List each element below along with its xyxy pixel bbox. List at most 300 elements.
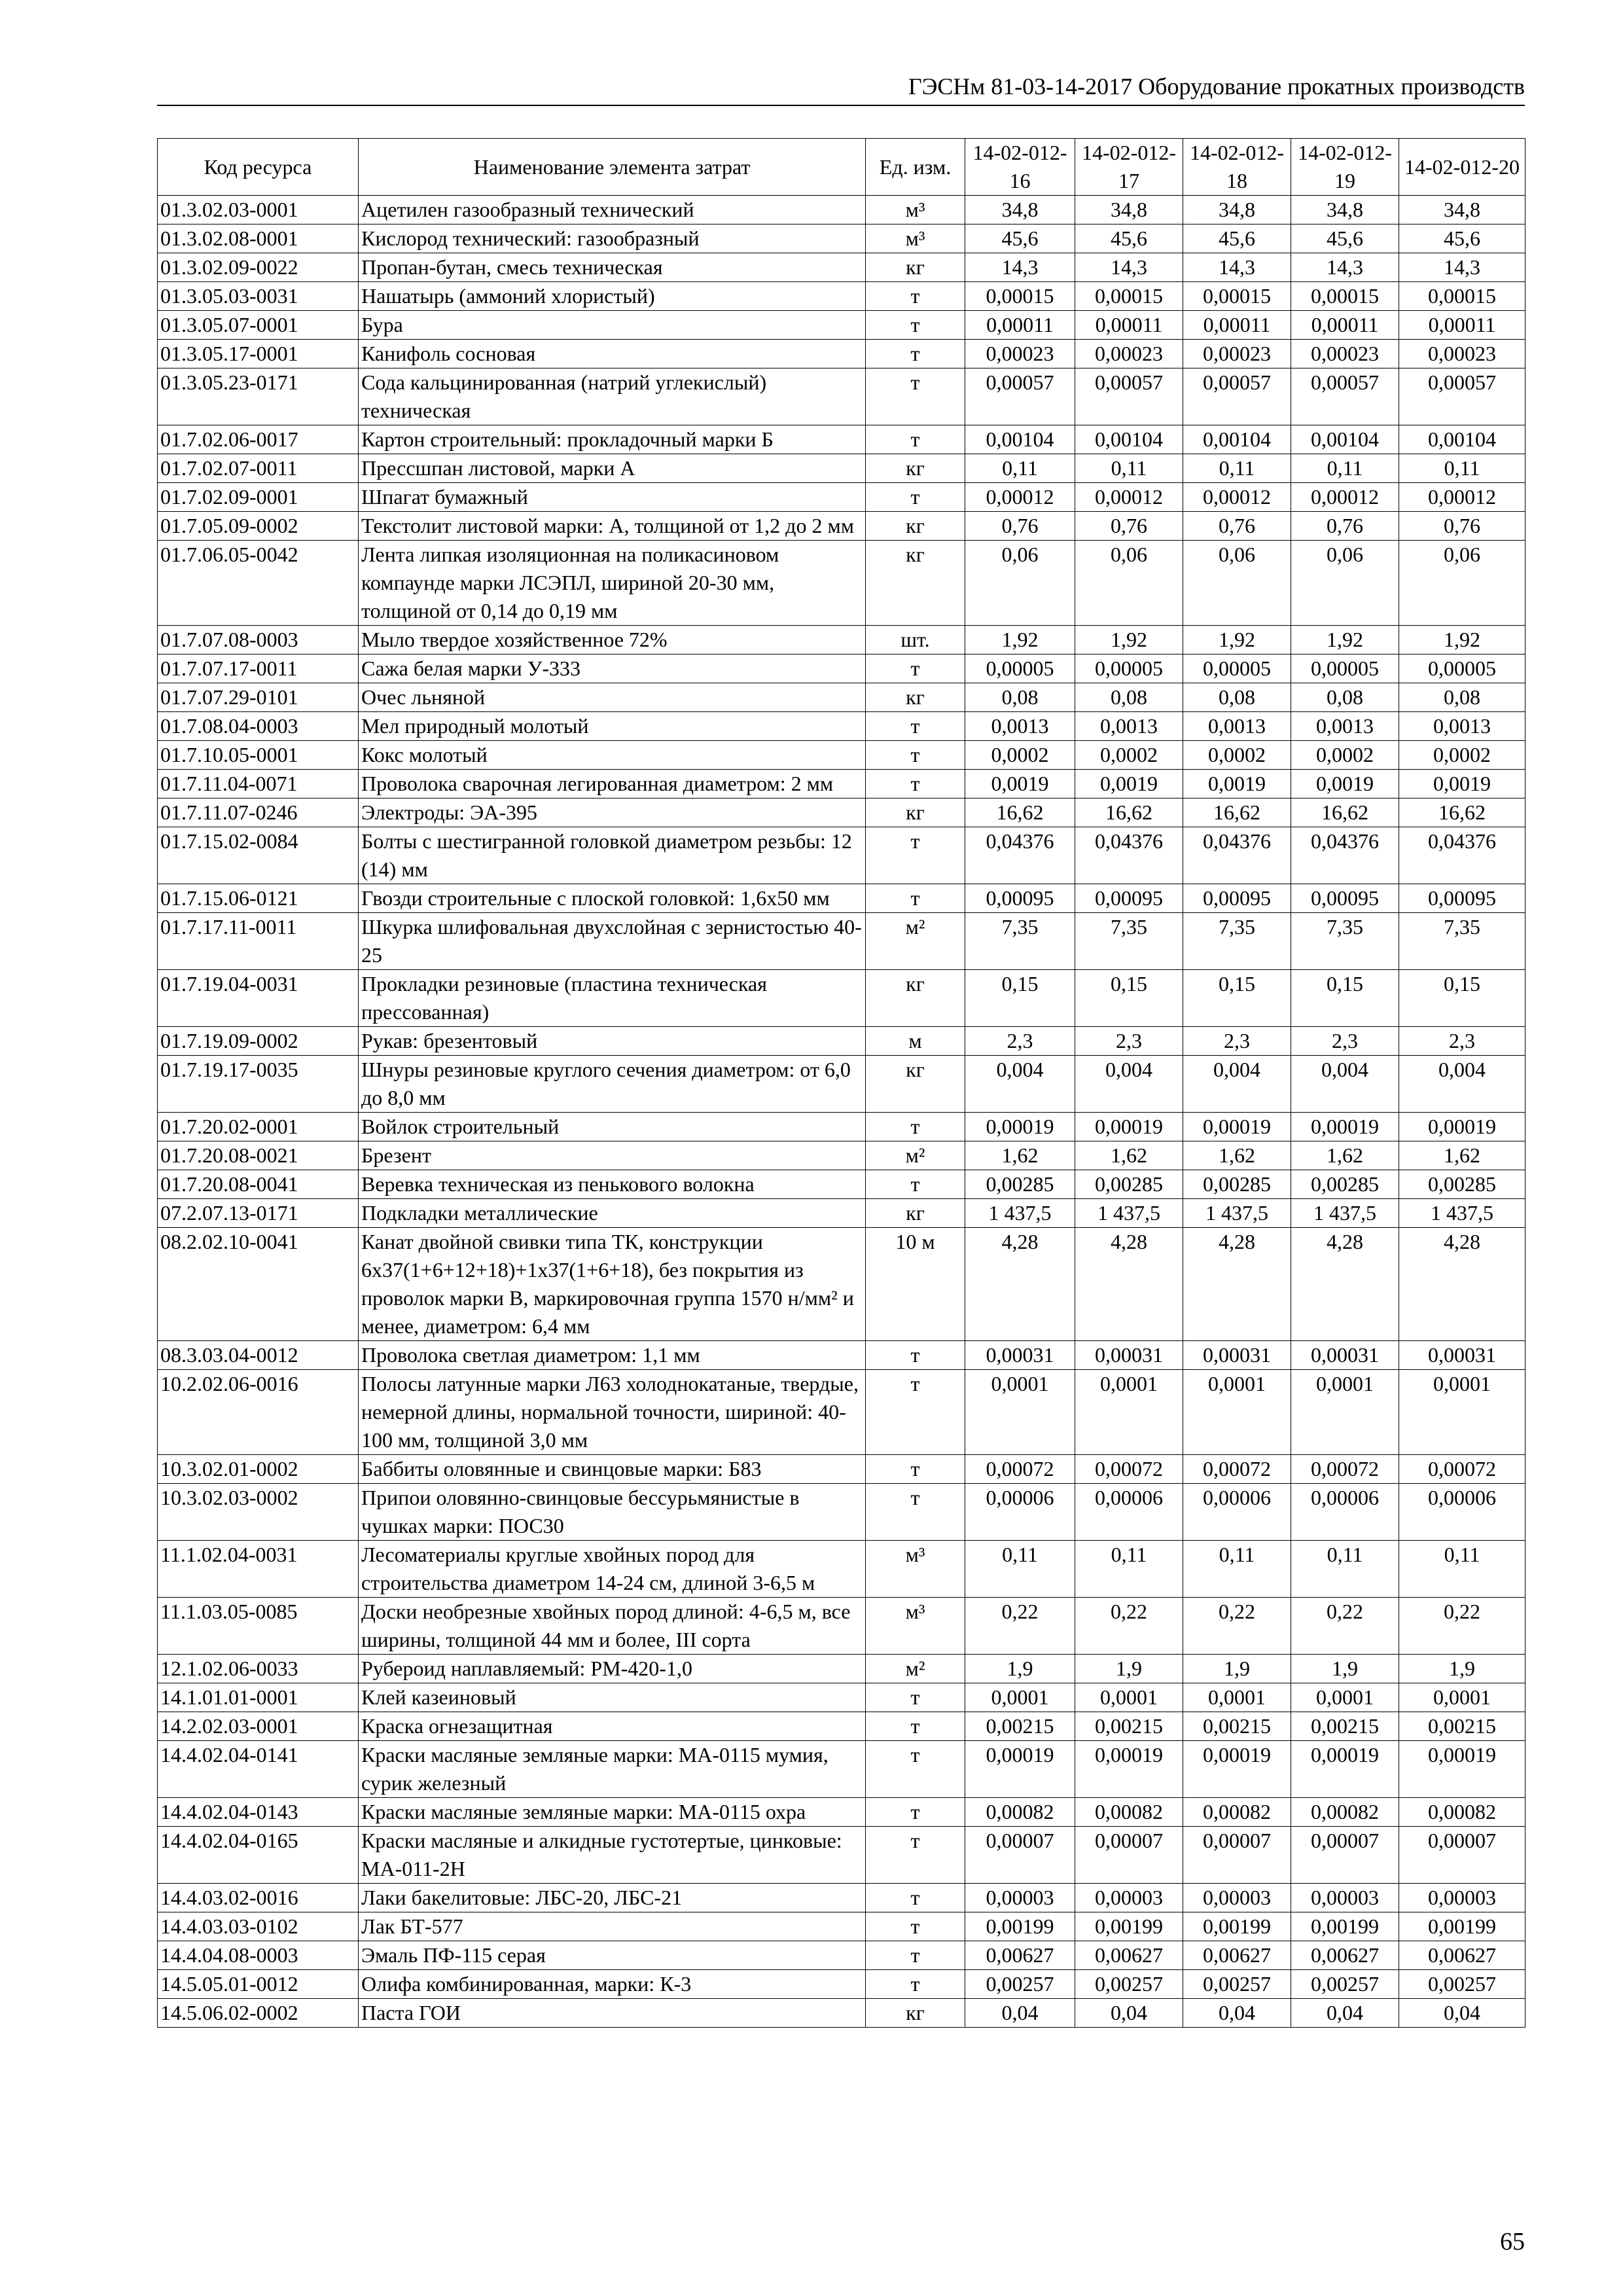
- resource-name-cell: Рубероид наплавляемый: РМ-420-1,0: [359, 1655, 866, 1683]
- norm-value-cell: 0,00199: [1291, 1912, 1399, 1941]
- table-row: [158, 1970, 1525, 1999]
- norm-value-cell: 14,3: [1399, 253, 1525, 282]
- norm-value-cell: 4,28: [1183, 1228, 1291, 1341]
- norm-value-cell: 1,92: [965, 626, 1075, 655]
- table-header-row: [158, 139, 1525, 196]
- resource-name-cell: Текстолит листовой марки: А, толщиной от 1,2 до 2 мм: [359, 512, 866, 541]
- resource-name-cell: Картон строительный: прокладочный марки Б: [359, 425, 866, 454]
- table-row: [158, 483, 1525, 512]
- unit-cell: т: [866, 483, 965, 512]
- norm-value-cell: 0,04: [1075, 1999, 1183, 2028]
- norm-value-cell: 34,8: [1075, 196, 1183, 224]
- unit-cell: т: [866, 368, 965, 425]
- page-number: 65: [1500, 2228, 1525, 2255]
- norm-value-cell: 0,00003: [1075, 1884, 1183, 1912]
- norm-value-cell: 0,11: [1291, 1541, 1399, 1598]
- table-row: [158, 1455, 1525, 1484]
- resource-name-cell: Доски необрезные хвойных пород длиной: 4-6,5 м, все ширины, толщиной 44 мм и более, III сорта: [359, 1598, 866, 1655]
- resource-name-cell: Припои оловянно-свинцовые бессурьмянистые в чушках марки: ПОС30: [359, 1484, 866, 1541]
- resource-code-cell: 01.3.02.03-0001: [158, 196, 359, 224]
- norm-value-cell: 0,00031: [965, 1341, 1075, 1370]
- norm-value-cell: 2,3: [1291, 1027, 1399, 1056]
- table-row: [158, 425, 1525, 454]
- norm-value-cell: 1 437,5: [1075, 1199, 1183, 1228]
- norm-value-cell: 0,08: [1183, 683, 1291, 712]
- norm-value-cell: 0,0019: [1399, 770, 1525, 798]
- norm-value-cell: 0,04376: [1183, 827, 1291, 884]
- resource-code-cell: 08.3.03.04-0012: [158, 1341, 359, 1370]
- norm-value-cell: 16,62: [1291, 798, 1399, 827]
- norm-value-cell: 0,0001: [1291, 1370, 1399, 1455]
- norm-value-cell: 0,00015: [965, 282, 1075, 311]
- norm-value-cell: 0,0001: [1183, 1370, 1291, 1455]
- table-row: [158, 913, 1525, 970]
- norm-value-cell: 0,00057: [1399, 368, 1525, 425]
- resource-name-cell: Войлок строительный: [359, 1113, 866, 1141]
- table-row: [158, 282, 1525, 311]
- resource-code-cell: 01.7.19.04-0031: [158, 970, 359, 1027]
- norm-value-cell: 0,00215: [1291, 1712, 1399, 1741]
- resource-name-cell: Гвозди строительные с плоской головкой: 1,6x50 мм: [359, 884, 866, 913]
- norm-value-cell: 0,004: [1399, 1056, 1525, 1113]
- resource-name-cell: Очес льняной: [359, 683, 866, 712]
- norm-value-cell: 34,8: [965, 196, 1075, 224]
- norm-value-cell: 0,0001: [965, 1370, 1075, 1455]
- resource-code-cell: 01.3.05.07-0001: [158, 311, 359, 340]
- resource-code-cell: 01.3.05.17-0001: [158, 340, 359, 368]
- unit-cell: т: [866, 1798, 965, 1827]
- norm-value-cell: 0,00005: [1291, 655, 1399, 683]
- norm-value-cell: 0,004: [1183, 1056, 1291, 1113]
- norm-value-cell: 0,00007: [1399, 1827, 1525, 1884]
- resource-code-cell: 01.7.19.17-0035: [158, 1056, 359, 1113]
- unit-cell: т: [866, 770, 965, 798]
- norm-value-cell: 2,3: [1399, 1027, 1525, 1056]
- norm-value-cell: 0,22: [1291, 1598, 1399, 1655]
- table-row: [158, 368, 1525, 425]
- unit-cell: кг: [866, 512, 965, 541]
- table-row: [158, 626, 1525, 655]
- resource-name-cell: Канат двойной свивки типа ТК, конструкции 6x37(1+6+12+18)+1x37(1+6+18), без покрытия из проволок марки В, маркировочная группа 1570 н/мм² и менее, диаметром: 6,4 мм: [359, 1228, 866, 1341]
- norm-value-cell: 0,00082: [1291, 1798, 1399, 1827]
- norm-value-cell: 0,00012: [1183, 483, 1291, 512]
- unit-cell: м²: [866, 1141, 965, 1170]
- norm-value-cell: 0,08: [1399, 683, 1525, 712]
- resource-name-cell: Клей казеиновый: [359, 1683, 866, 1712]
- unit-cell: кг: [866, 253, 965, 282]
- resource-name-cell: Баббиты оловянные и свинцовые марки: Б83: [359, 1455, 866, 1484]
- resource-name-cell: Бура: [359, 311, 866, 340]
- norm-value-cell: 0,00095: [1075, 884, 1183, 913]
- resource-code-cell: 01.7.11.04-0071: [158, 770, 359, 798]
- unit-cell: кг: [866, 683, 965, 712]
- resource-name-cell: Болты с шестигранной головкой диаметром резьбы: 12 (14) мм: [359, 827, 866, 884]
- unit-cell: т: [866, 1912, 965, 1941]
- norm-value-cell: 0,00011: [1399, 311, 1525, 340]
- norm-value-cell: 0,04: [965, 1999, 1075, 2028]
- resource-name-cell: Прокладки резиновые (пластина техническая прессованная): [359, 970, 866, 1027]
- unit-cell: кг: [866, 1056, 965, 1113]
- resource-name-cell: Проволока светлая диаметром: 1,1 мм: [359, 1341, 866, 1370]
- table-row: [158, 1598, 1525, 1655]
- norm-value-cell: 0,04: [1291, 1999, 1399, 2028]
- table-row: [158, 1827, 1525, 1884]
- norm-value-cell: 4,28: [1075, 1228, 1183, 1341]
- norm-value-cell: 0,06: [1399, 541, 1525, 626]
- unit-cell: т: [866, 1827, 965, 1884]
- norm-value-cell: 0,00006: [1075, 1484, 1183, 1541]
- resource-code-cell: 01.7.17.11-0011: [158, 913, 359, 970]
- norm-value-cell: 0,22: [1075, 1598, 1183, 1655]
- norm-value-cell: 0,00057: [965, 368, 1075, 425]
- norm-value-cell: 0,00285: [1291, 1170, 1399, 1199]
- norm-value-cell: 0,00006: [1183, 1484, 1291, 1541]
- norm-value-cell: 2,3: [1183, 1027, 1291, 1056]
- resource-name-cell: Олифа комбинированная, марки: К-3: [359, 1970, 866, 1999]
- resource-code-cell: 01.7.05.09-0002: [158, 512, 359, 541]
- norm-value-cell: 0,00072: [1075, 1455, 1183, 1484]
- norm-value-cell: 1,62: [965, 1141, 1075, 1170]
- unit-cell: т: [866, 1884, 965, 1912]
- column-header-norm: 14-02-012-16: [965, 139, 1075, 196]
- norm-value-cell: 0,04376: [965, 827, 1075, 884]
- resource-name-cell: Проволока сварочная легированная диаметром: 2 мм: [359, 770, 866, 798]
- resource-name-cell: Мел природный молотый: [359, 712, 866, 741]
- unit-cell: кг: [866, 1199, 965, 1228]
- table-row: [158, 1141, 1525, 1170]
- norm-value-cell: 0,00007: [1075, 1827, 1183, 1884]
- norm-value-cell: 0,0013: [1399, 712, 1525, 741]
- unit-cell: 10 м: [866, 1228, 965, 1341]
- norm-value-cell: 0,00012: [1291, 483, 1399, 512]
- norm-value-cell: 0,11: [1075, 454, 1183, 483]
- resource-code-cell: 01.7.20.08-0021: [158, 1141, 359, 1170]
- norm-value-cell: 0,15: [965, 970, 1075, 1027]
- table-row: [158, 1199, 1525, 1228]
- norm-value-cell: 1,92: [1075, 626, 1183, 655]
- norm-value-cell: 0,15: [1183, 970, 1291, 1027]
- norm-value-cell: 0,00023: [965, 340, 1075, 368]
- norm-value-cell: 0,0002: [965, 741, 1075, 770]
- column-header-norm: 14-02-012-19: [1291, 139, 1399, 196]
- norm-value-cell: 0,00015: [1075, 282, 1183, 311]
- unit-cell: м³: [866, 196, 965, 224]
- norm-value-cell: 0,00072: [1183, 1455, 1291, 1484]
- norm-value-cell: 0,00095: [1291, 884, 1399, 913]
- norm-value-cell: 0,00012: [965, 483, 1075, 512]
- table-row: [158, 196, 1525, 224]
- resource-name-cell: Шнуры резиновые круглого сечения диаметром: от 6,0 до 8,0 мм: [359, 1056, 866, 1113]
- resource-name-cell: Кокс молотый: [359, 741, 866, 770]
- table-row: [158, 655, 1525, 683]
- table-row: [158, 1655, 1525, 1683]
- unit-cell: кг: [866, 798, 965, 827]
- norm-value-cell: 0,00285: [1183, 1170, 1291, 1199]
- unit-cell: т: [866, 1341, 965, 1370]
- resource-code-cell: 14.4.03.02-0016: [158, 1884, 359, 1912]
- norm-value-cell: 0,11: [965, 1541, 1075, 1598]
- table-row: [158, 683, 1525, 712]
- unit-cell: т: [866, 741, 965, 770]
- norm-value-cell: 0,00057: [1291, 368, 1399, 425]
- unit-cell: т: [866, 1741, 965, 1798]
- norm-value-cell: 0,00627: [1183, 1941, 1291, 1970]
- resource-code-cell: 14.4.04.08-0003: [158, 1941, 359, 1970]
- norm-value-cell: 0,00003: [1183, 1884, 1291, 1912]
- norm-value-cell: 0,00007: [965, 1827, 1075, 1884]
- norm-value-cell: 0,00006: [1291, 1484, 1399, 1541]
- resource-name-cell: Краски масляные земляные марки: МА-0115 охра: [359, 1798, 866, 1827]
- norm-value-cell: 0,08: [1075, 683, 1183, 712]
- norm-value-cell: 0,22: [1183, 1598, 1291, 1655]
- table-row: [158, 741, 1525, 770]
- unit-cell: кг: [866, 541, 965, 626]
- resource-name-cell: Лента липкая изоляционная на поликасиновом компаунде марки ЛСЭПЛ, шириной 20-30 мм, толщиной от 0,14 до 0,19 мм: [359, 541, 866, 626]
- norm-value-cell: 0,00003: [965, 1884, 1075, 1912]
- table-row: [158, 827, 1525, 884]
- resource-code-cell: 01.3.05.03-0031: [158, 282, 359, 311]
- unit-cell: м³: [866, 224, 965, 253]
- norm-value-cell: 1,9: [1183, 1655, 1291, 1683]
- norm-value-cell: 1,62: [1291, 1141, 1399, 1170]
- resource-name-cell: Веревка техническая из пенькового волокна: [359, 1170, 866, 1199]
- resource-name-cell: Эмаль ПФ-115 серая: [359, 1941, 866, 1970]
- unit-cell: т: [866, 282, 965, 311]
- table-row: [158, 1912, 1525, 1941]
- table-row: [158, 1056, 1525, 1113]
- norm-value-cell: 0,00019: [1291, 1113, 1399, 1141]
- table-row: [158, 1370, 1525, 1455]
- unit-cell: т: [866, 1683, 965, 1712]
- norm-value-cell: 1,9: [1399, 1655, 1525, 1683]
- norm-value-cell: 0,0001: [1075, 1370, 1183, 1455]
- resource-name-cell: Канифоль сосновая: [359, 340, 866, 368]
- norm-value-cell: 0,00019: [1075, 1741, 1183, 1798]
- resource-name-cell: Сажа белая марки У-333: [359, 655, 866, 683]
- table-row: [158, 1741, 1525, 1798]
- resource-code-cell: 10.3.02.01-0002: [158, 1455, 359, 1484]
- norm-value-cell: 0,22: [1399, 1598, 1525, 1655]
- norm-value-cell: 0,04: [1399, 1999, 1525, 2028]
- table-row: [158, 541, 1525, 626]
- unit-cell: т: [866, 827, 965, 884]
- norm-value-cell: 0,00257: [1183, 1970, 1291, 1999]
- resource-name-cell: Электроды: ЭА-395: [359, 798, 866, 827]
- norm-value-cell: 0,00023: [1399, 340, 1525, 368]
- norm-value-cell: 7,35: [1399, 913, 1525, 970]
- unit-cell: т: [866, 1170, 965, 1199]
- column-header-norm: 14-02-012-18: [1183, 139, 1291, 196]
- norm-value-cell: 0,04: [1183, 1999, 1291, 2028]
- norm-value-cell: 0,00023: [1075, 340, 1183, 368]
- norm-value-cell: 0,00257: [965, 1970, 1075, 1999]
- table-row: [158, 770, 1525, 798]
- norm-value-cell: 0,76: [1183, 512, 1291, 541]
- resource-code-cell: 01.7.02.06-0017: [158, 425, 359, 454]
- norm-value-cell: 0,0001: [1183, 1683, 1291, 1712]
- norm-value-cell: 0,11: [1399, 1541, 1525, 1598]
- norm-value-cell: 0,00072: [1399, 1455, 1525, 1484]
- norm-value-cell: 14,3: [965, 253, 1075, 282]
- norm-value-cell: 0,06: [1291, 541, 1399, 626]
- norm-value-cell: 0,00082: [965, 1798, 1075, 1827]
- unit-cell: м²: [866, 1655, 965, 1683]
- norm-value-cell: 0,0019: [965, 770, 1075, 798]
- norm-value-cell: 0,15: [1399, 970, 1525, 1027]
- norm-value-cell: 1,9: [1291, 1655, 1399, 1683]
- resource-name-cell: Сода кальцинированная (натрий углекислый) техническая: [359, 368, 866, 425]
- resource-code-cell: 01.7.15.02-0084: [158, 827, 359, 884]
- table-row: [158, 311, 1525, 340]
- norm-value-cell: 0,00003: [1291, 1884, 1399, 1912]
- unit-cell: м³: [866, 1598, 965, 1655]
- resource-code-cell: 01.7.06.05-0042: [158, 541, 359, 626]
- norm-value-cell: 0,00104: [965, 425, 1075, 454]
- norm-value-cell: 14,3: [1291, 253, 1399, 282]
- unit-cell: т: [866, 884, 965, 913]
- norm-value-cell: 0,004: [1291, 1056, 1399, 1113]
- table-row: [158, 970, 1525, 1027]
- norm-value-cell: 0,00015: [1183, 282, 1291, 311]
- norm-value-cell: 0,00057: [1183, 368, 1291, 425]
- unit-cell: кг: [866, 454, 965, 483]
- resource-code-cell: 01.3.05.23-0171: [158, 368, 359, 425]
- norm-value-cell: 0,00257: [1075, 1970, 1183, 1999]
- norm-value-cell: 0,00285: [1075, 1170, 1183, 1199]
- resource-name-cell: Кислород технический: газообразный: [359, 224, 866, 253]
- unit-cell: м³: [866, 1541, 965, 1598]
- norm-value-cell: 0,00257: [1291, 1970, 1399, 1999]
- resource-code-cell: 01.7.11.07-0246: [158, 798, 359, 827]
- norm-value-cell: 0,15: [1075, 970, 1183, 1027]
- norm-value-cell: 0,00285: [1399, 1170, 1525, 1199]
- norm-value-cell: 1 437,5: [965, 1199, 1075, 1228]
- norm-value-cell: 0,0013: [1183, 712, 1291, 741]
- table-row: [158, 224, 1525, 253]
- norm-value-cell: 0,00215: [1075, 1712, 1183, 1741]
- norm-value-cell: 0,76: [1291, 512, 1399, 541]
- resource-name-cell: Краска огнезащитная: [359, 1712, 866, 1741]
- norm-value-cell: 7,35: [965, 913, 1075, 970]
- resource-code-cell: 11.1.02.04-0031: [158, 1541, 359, 1598]
- document-header-title: ГЭСНм 81-03-14-2017 Оборудование прокатных производств: [908, 73, 1525, 99]
- resource-name-cell: Пропан-бутан, смесь техническая: [359, 253, 866, 282]
- norm-value-cell: 1,9: [965, 1655, 1075, 1683]
- resource-code-cell: 01.7.19.09-0002: [158, 1027, 359, 1056]
- unit-cell: т: [866, 1455, 965, 1484]
- resource-code-cell: 11.1.03.05-0085: [158, 1598, 359, 1655]
- norm-value-cell: 0,06: [965, 541, 1075, 626]
- resource-name-cell: Паста ГОИ: [359, 1999, 866, 2028]
- norm-value-cell: 0,04376: [1291, 827, 1399, 884]
- norm-value-cell: 14,3: [1075, 253, 1183, 282]
- resource-table: [157, 138, 1525, 2028]
- unit-cell: т: [866, 425, 965, 454]
- column-header-code: Код ресурса: [158, 139, 359, 196]
- norm-value-cell: 0,06: [1183, 541, 1291, 626]
- column-header-name: Наименование элемента затрат: [359, 139, 866, 196]
- norm-value-cell: 0,00031: [1291, 1341, 1399, 1370]
- norm-value-cell: 0,08: [965, 683, 1075, 712]
- resource-name-cell: Лесоматериалы круглые хвойных пород для строительства диаметром 14-24 см, длиной 3-6,5 м: [359, 1541, 866, 1598]
- unit-cell: шт.: [866, 626, 965, 655]
- table-row: [158, 1484, 1525, 1541]
- norm-value-cell: 0,0019: [1291, 770, 1399, 798]
- norm-value-cell: 45,6: [1183, 224, 1291, 253]
- norm-value-cell: 0,0001: [965, 1683, 1075, 1712]
- resource-code-cell: 10.3.02.03-0002: [158, 1484, 359, 1541]
- table-row: [158, 1941, 1525, 1970]
- norm-value-cell: 0,00019: [1399, 1741, 1525, 1798]
- norm-value-cell: 0,00199: [1399, 1912, 1525, 1941]
- norm-value-cell: 0,0002: [1399, 741, 1525, 770]
- table-row: [158, 1683, 1525, 1712]
- resource-code-cell: 01.7.07.08-0003: [158, 626, 359, 655]
- norm-value-cell: 0,04376: [1075, 827, 1183, 884]
- norm-value-cell: 0,00003: [1399, 1884, 1525, 1912]
- norm-value-cell: 0,00627: [1399, 1941, 1525, 1970]
- norm-value-cell: 1,92: [1399, 626, 1525, 655]
- norm-value-cell: 0,0013: [1075, 712, 1183, 741]
- table-row: [158, 1999, 1525, 2028]
- norm-value-cell: 0,0002: [1075, 741, 1183, 770]
- table-row: [158, 454, 1525, 483]
- norm-value-cell: 0,0019: [1075, 770, 1183, 798]
- norm-value-cell: 0,11: [965, 454, 1075, 483]
- norm-value-cell: 0,00023: [1183, 340, 1291, 368]
- norm-value-cell: 34,8: [1399, 196, 1525, 224]
- unit-cell: т: [866, 1370, 965, 1455]
- norm-value-cell: 0,00215: [1183, 1712, 1291, 1741]
- resource-name-cell: Прессшпан листовой, марки А: [359, 454, 866, 483]
- norm-value-cell: 0,00019: [1183, 1741, 1291, 1798]
- norm-value-cell: 1,62: [1183, 1141, 1291, 1170]
- resource-code-cell: 01.3.02.09-0022: [158, 253, 359, 282]
- norm-value-cell: 16,62: [1399, 798, 1525, 827]
- norm-value-cell: 0,00011: [1075, 311, 1183, 340]
- resource-code-cell: 08.2.02.10-0041: [158, 1228, 359, 1341]
- norm-value-cell: 16,62: [1183, 798, 1291, 827]
- resource-code-cell: 01.7.07.29-0101: [158, 683, 359, 712]
- norm-value-cell: 0,00031: [1075, 1341, 1183, 1370]
- resource-code-cell: 14.4.02.04-0165: [158, 1827, 359, 1884]
- resource-code-cell: 12.1.02.06-0033: [158, 1655, 359, 1683]
- norm-value-cell: 0,0001: [1075, 1683, 1183, 1712]
- norm-value-cell: 0,11: [1183, 454, 1291, 483]
- resource-code-cell: 01.7.08.04-0003: [158, 712, 359, 741]
- norm-value-cell: 0,00104: [1183, 425, 1291, 454]
- column-header-norm: 14-02-012-17: [1075, 139, 1183, 196]
- resource-name-cell: Подкладки металлические: [359, 1199, 866, 1228]
- resource-code-cell: 01.7.20.08-0041: [158, 1170, 359, 1199]
- norm-value-cell: 45,6: [1291, 224, 1399, 253]
- norm-value-cell: 0,11: [1291, 454, 1399, 483]
- norm-value-cell: 1,62: [1399, 1141, 1525, 1170]
- norm-value-cell: 0,00005: [1075, 655, 1183, 683]
- norm-value-cell: 4,28: [1291, 1228, 1399, 1341]
- unit-cell: кг: [866, 1999, 965, 2028]
- table-row: [158, 340, 1525, 368]
- norm-value-cell: 0,00095: [1399, 884, 1525, 913]
- norm-value-cell: 4,28: [1399, 1228, 1525, 1341]
- resource-code-cell: 01.7.02.07-0011: [158, 454, 359, 483]
- unit-cell: т: [866, 311, 965, 340]
- norm-value-cell: 0,00199: [1183, 1912, 1291, 1941]
- table-row: [158, 1113, 1525, 1141]
- norm-value-cell: 0,00215: [965, 1712, 1075, 1741]
- norm-value-cell: 0,00006: [1399, 1484, 1525, 1541]
- norm-value-cell: 0,00012: [1075, 483, 1183, 512]
